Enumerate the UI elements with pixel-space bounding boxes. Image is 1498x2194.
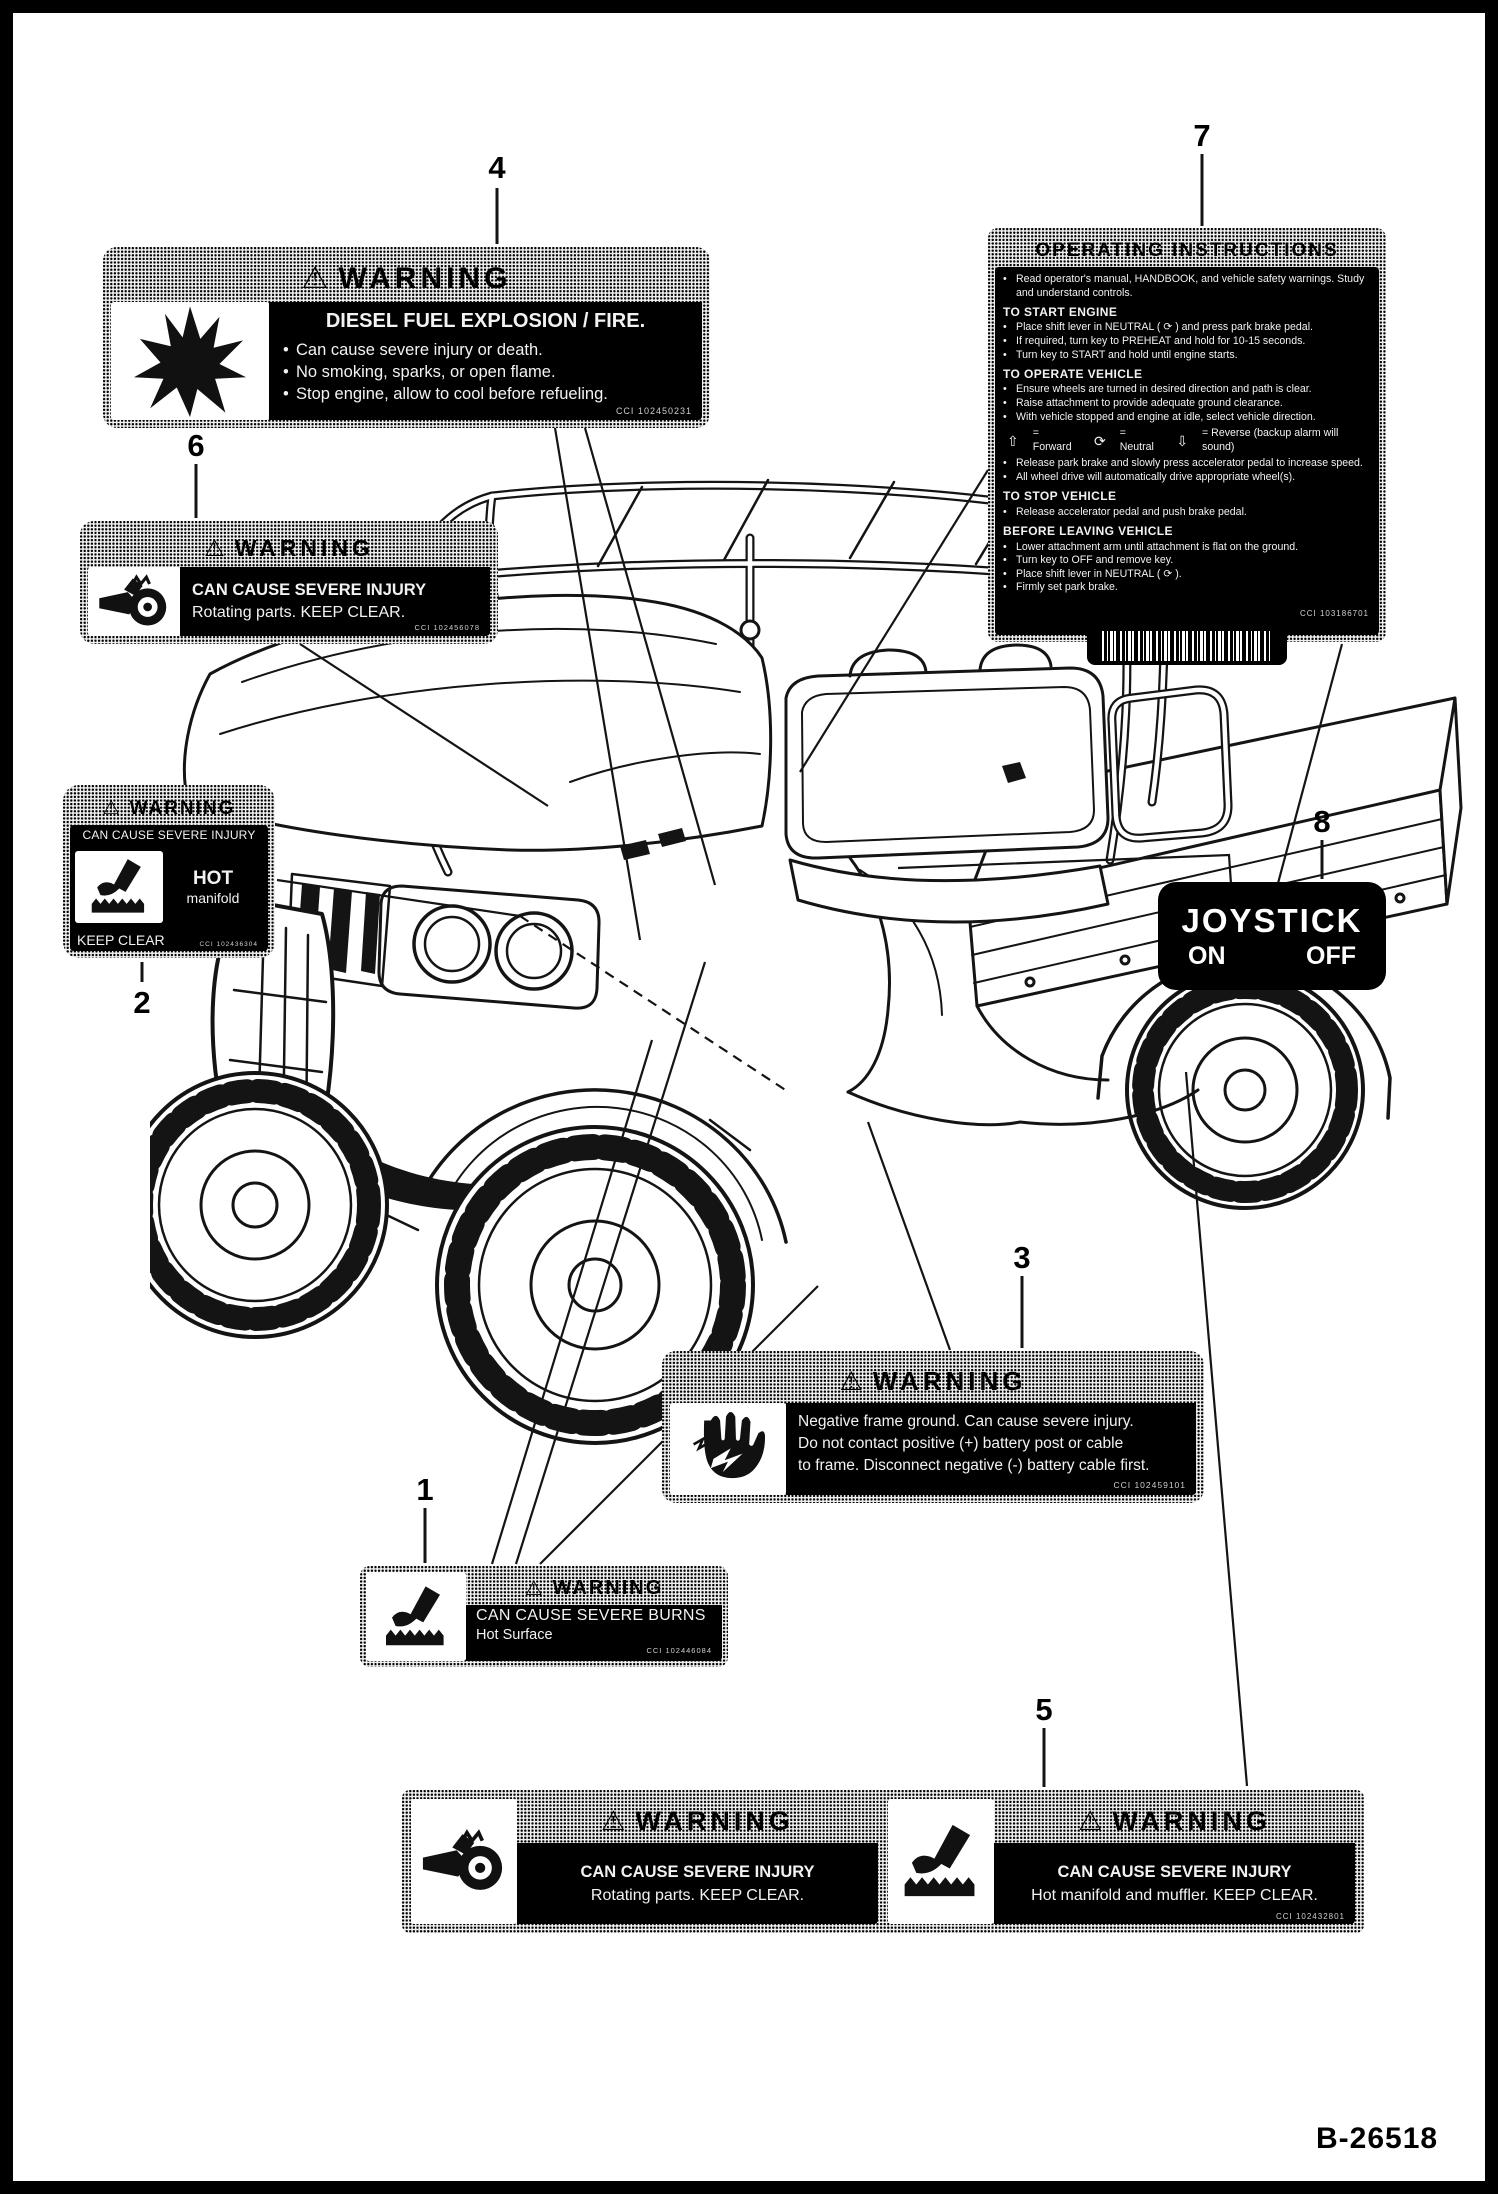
hot-surface-icon — [75, 851, 163, 923]
leader-8 — [898, 855, 1231, 884]
decal-part-number: CCI 102432801 — [1275, 1912, 1345, 1921]
decal-dual-warning-strip — [402, 1790, 1364, 1933]
warning-header: ⚠ WARNING — [601, 1805, 794, 1836]
decal-title: DIESEL FUEL EXPLOSION / FIRE. — [325, 310, 646, 332]
figure-code: B-26518 — [1316, 2122, 1439, 2155]
warning-header: ⚠ WARNING — [102, 797, 236, 819]
forward-arrow-icon: ⇧ — [1007, 432, 1019, 449]
warning-triangle-icon: ⚠ — [204, 534, 225, 561]
hot-surface-icon — [888, 1799, 994, 1924]
warning-header: ⚠ WARNING — [301, 261, 512, 295]
warning-triangle-icon: ⚠ — [524, 1578, 543, 1600]
hot-manifold-warning: ⚠ WARNING CAN CAUSE SEVERE INJURY Hot manifold and muffler. KEEP CLEAR. CCI 102432801 — [888, 1799, 1355, 1924]
warning-header: ⚠ WARNING — [1078, 1805, 1271, 1836]
electric-shock-icon — [670, 1403, 786, 1495]
leader-7a — [800, 470, 988, 772]
leader-4a — [555, 428, 640, 940]
decal-operating-instructions: OPERATING INSTRUCTIONS • Read operator's manual, HANDBOOK, and vehicle safety warnings. Study and understand controls. TO START ENGINE • Place shift lever in NEUTRAL ( ⟳ ) and press park brake pedal. • If required, turn key to PREHEAT and hold for 10-15 seconds. • Turn key to START and hold until engine starts. TO OPERATE VEHICLE • Ensure wheels are turned in desired direction and path is clear. • Raise attachment to provide adequate ground clearance. • With vehicle stopped and engine at idle, select vehicle direction. ⇧ = Forward ⟳ = Neutral ⇩ = Reverse (backup alarm will sound) • Release park brake and slowly press accelerator pedal to increase speed. • All wheel drive will automatically drive appropriate wheel(s). TO STOP VEHICLE • Release accelerator pedal and push brake pedal. BEFORE LEAVING VEHICLE • Lower attachment arm until attachment is flat on the ground. • Turn key to OFF and remove key. • Place shift lever in NEUTRAL ( ⟳ ). • Firmly set park brake. CCI 103186701 — [988, 228, 1386, 642]
decal-part-number: CCI 102456078 — [414, 623, 480, 632]
rotating-parts-icon — [411, 1799, 517, 1924]
joystick-on-label: ON — [1188, 941, 1226, 970]
callout-2: 2 — [133, 985, 151, 1020]
leader-2a — [277, 880, 520, 916]
callout-5: 5 — [1035, 1692, 1053, 1727]
joystick-label: JOYSTICK — [1181, 901, 1363, 939]
warning-header: ⚠ WARNING — [839, 1365, 1027, 1396]
leader-6 — [300, 644, 548, 806]
direction-legend: ⇧ = Forward ⟳ = Neutral ⇩ = Reverse (backup alarm will sound) — [1007, 427, 1339, 453]
explosion-icon — [111, 302, 269, 420]
leader-2b — [520, 916, 790, 1093]
leader-1a — [492, 1040, 652, 1564]
warning-triangle-icon: ⚠ — [601, 1805, 626, 1836]
section-heading: TO STOP VEHICLE — [1003, 489, 1117, 504]
decal-part-number: CCI 102450231 — [615, 406, 692, 416]
hot-surface-icon — [366, 1572, 466, 1661]
leader-3 — [868, 1122, 950, 1350]
decal-diesel-fuel-warning: ⚠ WARNING DIESEL FUEL EXPLOSION / FIRE. • Can cause severe injury or death. • No smoking, sparks, or open flame. • Stop engine, allow to cool before refueling. CCI 102450231 — [103, 247, 710, 428]
rotating-parts-icon — [88, 567, 180, 636]
rotating-parts-warning: ⚠ WARNING CAN CAUSE SEVERE INJURY Rotating parts. KEEP CLEAR. — [411, 1799, 878, 1924]
decal-hot-surface-warning: ⚠ WARNING CAN CAUSE SEVERE BURNS Hot Surface CCI 102446084 — [360, 1566, 728, 1667]
callout-1: 1 — [416, 1472, 434, 1507]
warning-triangle-icon: ⚠ — [301, 262, 329, 295]
warning-triangle-icon: ⚠ — [839, 1365, 863, 1396]
decal-hot-manifold-warning: ⚠ WARNING CAN CAUSE SEVERE INJURY HOT manifold KEEP CLEAR CCI 102436304 — [63, 785, 275, 958]
decal-battery-warning: ⚠ WARNING Negative frame ground. Can cause severe injury. Do not contact positive (+) battery post or cable to frame. Disconnect negative (-) battery cable first. CCI 102459101 — [662, 1351, 1204, 1503]
decal-rotating-parts-warning: ⚠ WARNING CAN CAUSE SEVERE INJURY Rotating parts. KEEP CLEAR. CCI 102456078 — [80, 521, 498, 644]
warning-header: ⚠ WARNING — [524, 1577, 664, 1600]
callout-8: 8 — [1313, 804, 1331, 839]
callout-3: 3 — [1013, 1240, 1031, 1275]
decal-joystick-switch — [1158, 882, 1386, 990]
callout-7: 7 — [1193, 118, 1211, 153]
decal-part-number: CCI 102446084 — [646, 1646, 712, 1655]
section-heading: BEFORE LEAVING VEHICLE — [1003, 524, 1173, 539]
decal-part-number: CCI 102459101 — [1113, 1479, 1186, 1490]
leader-4b — [585, 428, 715, 885]
decal-part-number: CCI 102436304 — [199, 941, 258, 948]
callout-4: 4 — [488, 150, 506, 185]
warning-triangle-icon: ⚠ — [102, 798, 120, 819]
joystick-off-label: OFF — [1306, 941, 1356, 970]
section-heading: TO OPERATE VEHICLE — [1003, 367, 1143, 382]
warning-header: ⚠ WARNING — [204, 534, 374, 561]
callout-6: 6 — [187, 428, 205, 463]
warning-triangle-icon: ⚠ — [1078, 1805, 1103, 1836]
barcode — [1087, 623, 1287, 665]
reverse-arrow-icon: ⇩ — [1176, 432, 1189, 449]
decal-part-number: CCI 103186701 — [1299, 608, 1369, 618]
neutral-icon: ⟳ — [1093, 432, 1106, 449]
instructions-header: OPERATING INSTRUCTIONS — [1035, 240, 1339, 261]
section-heading: TO START ENGINE — [1003, 305, 1118, 320]
